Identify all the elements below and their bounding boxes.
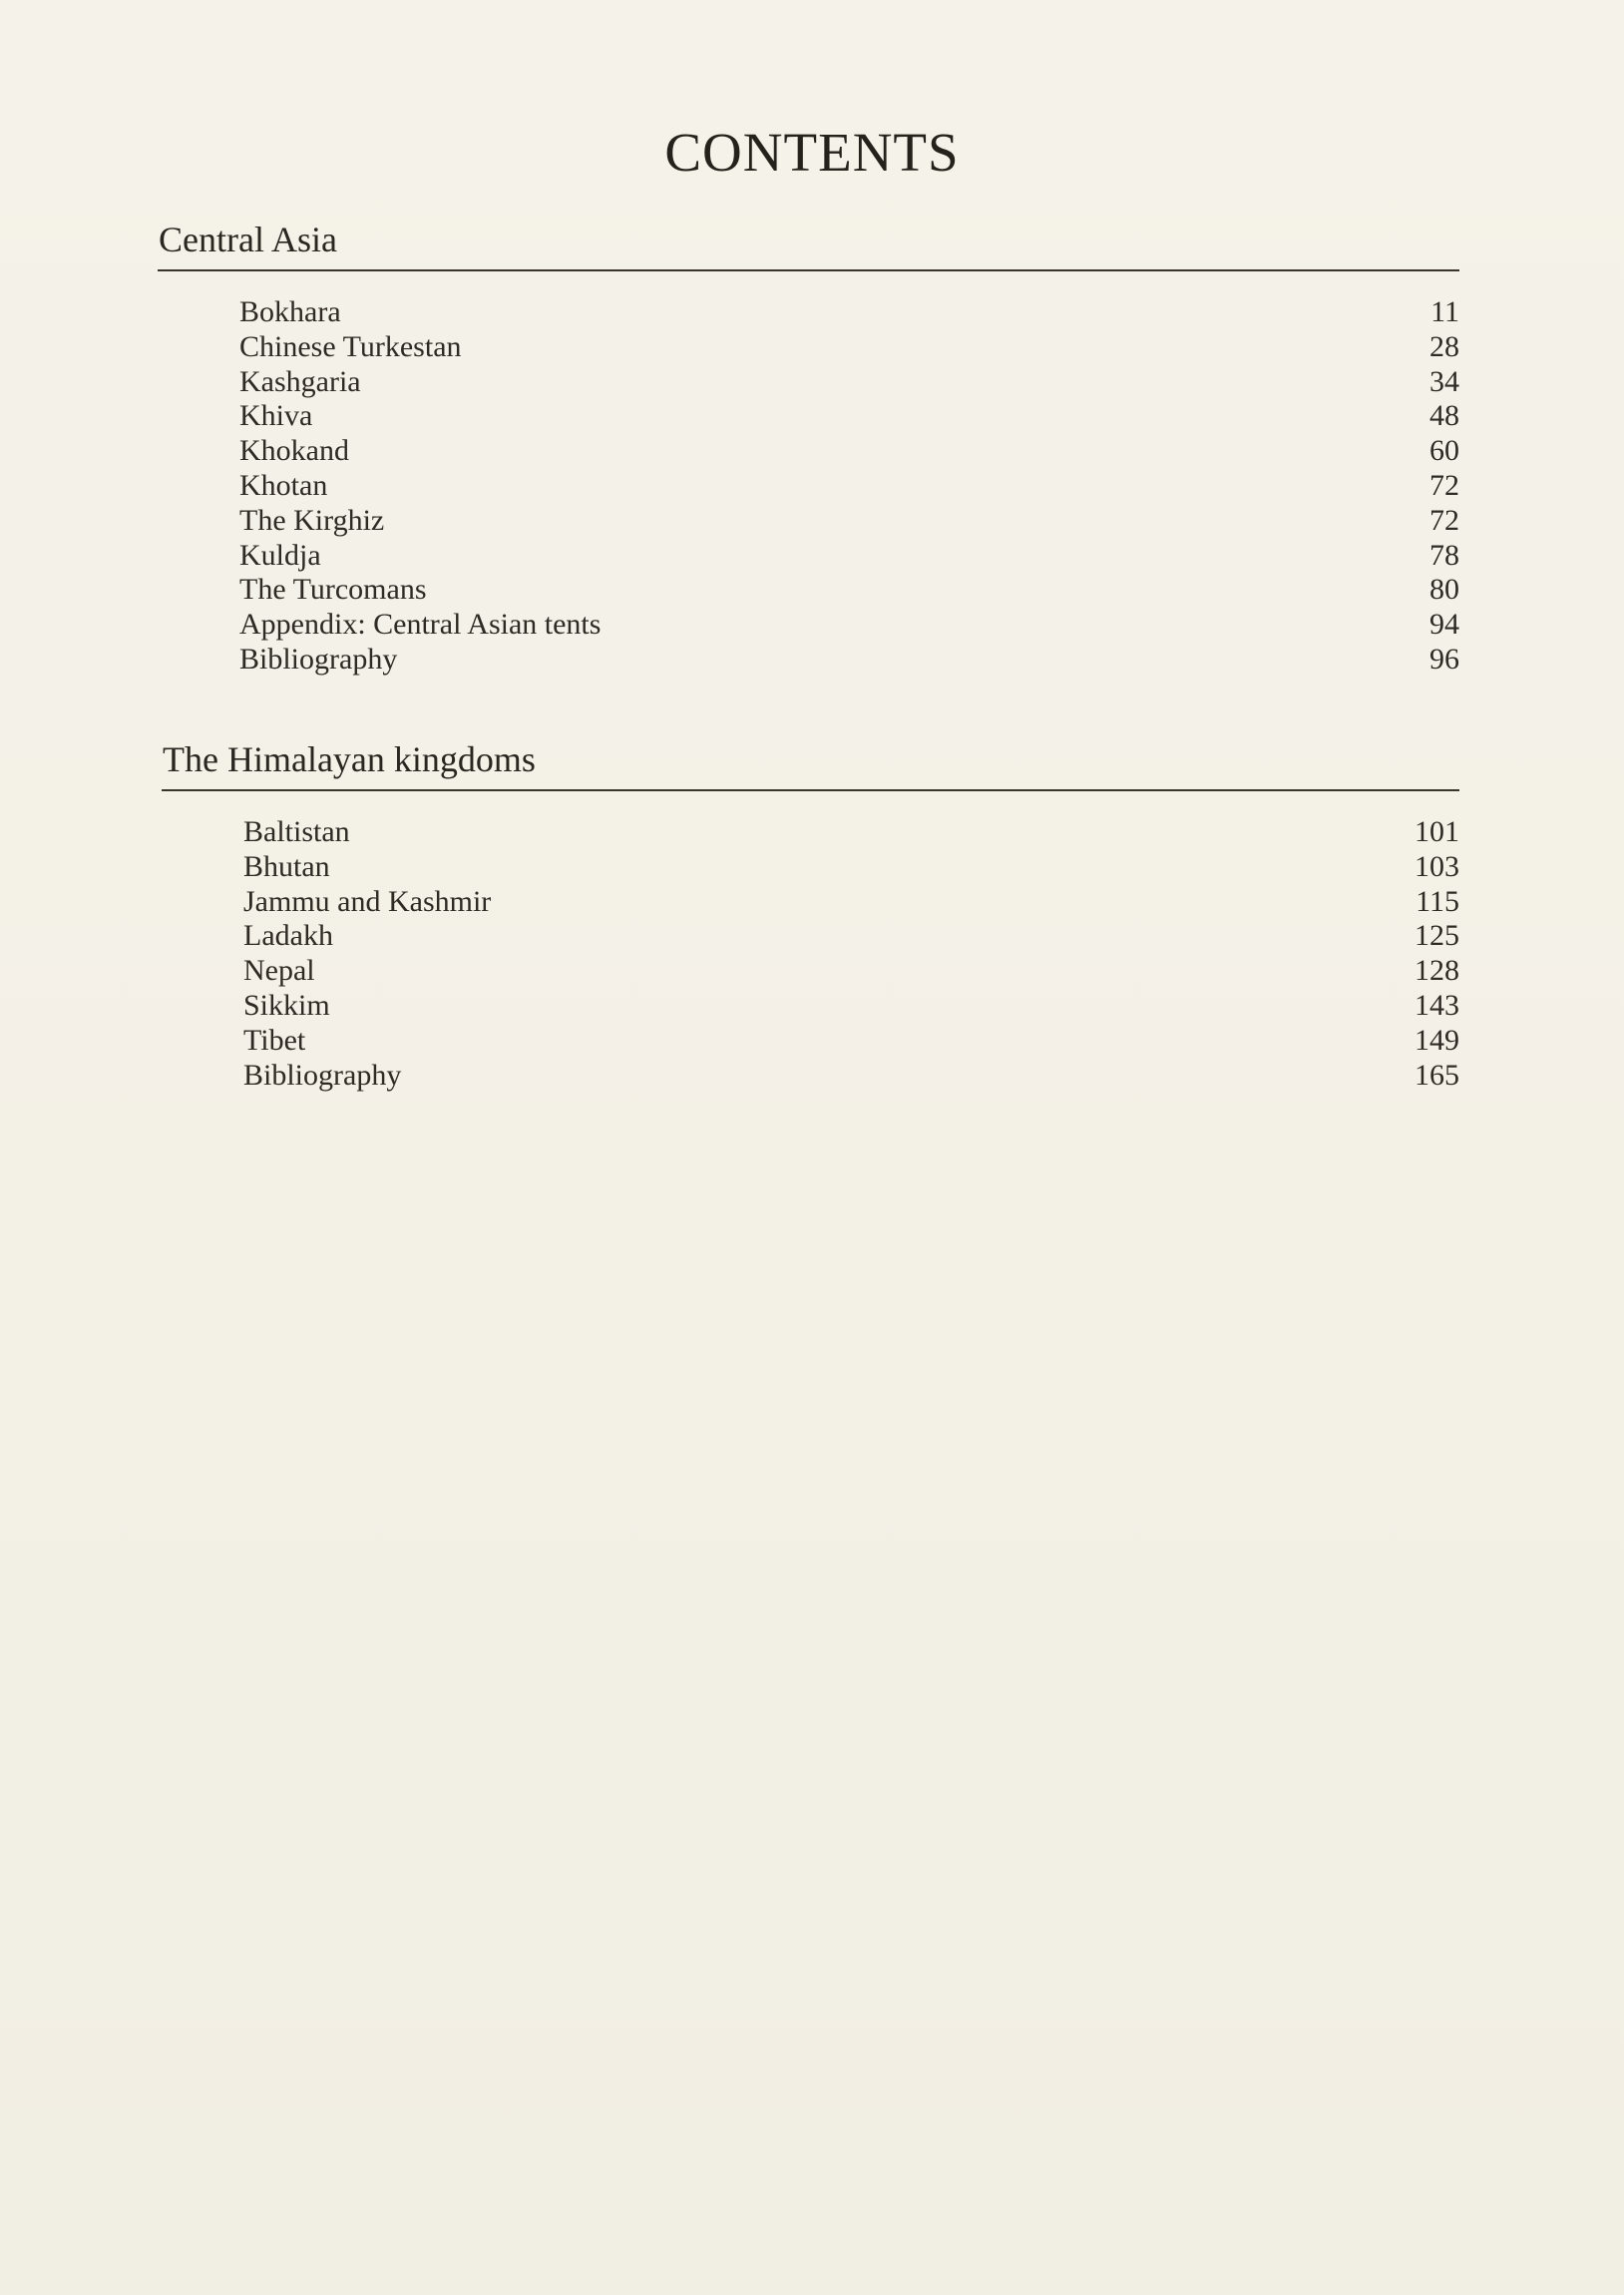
entry-label: Kashgaria: [239, 364, 361, 398]
toc-entry: [239, 469, 1459, 504]
entry-page-number: 149: [1415, 1023, 1459, 1057]
toc-entry: [243, 885, 1459, 920]
toc-entry: [243, 850, 1459, 885]
toc-entry: [243, 1059, 1459, 1094]
entry-label: Sikkim: [243, 988, 330, 1022]
entry-page-number: 101: [1415, 815, 1459, 848]
entry-page-number: 78: [1429, 538, 1459, 572]
entry-page-number: 72: [1429, 468, 1459, 502]
entry-page-number: 80: [1429, 573, 1459, 607]
toc-entry: [239, 504, 1459, 539]
entry-label: The Turcomans: [239, 573, 427, 607]
entry-label: Bokhara: [239, 295, 341, 328]
entry-page-number: 94: [1429, 608, 1459, 642]
entry-list: [158, 295, 1459, 678]
entry-page-number: 143: [1415, 988, 1459, 1022]
entry-label: Nepal: [243, 954, 315, 988]
toc-entry: [239, 399, 1459, 434]
entry-label: Jammu and Kashmir: [243, 884, 492, 918]
section-central-asia: [158, 222, 1459, 678]
toc-entry: [239, 643, 1459, 678]
entry-label: Bibliography: [239, 642, 398, 676]
entry-label: Chinese Turkestan: [239, 329, 462, 363]
entry-label: Baltistan: [243, 815, 350, 848]
entry-page-number: 165: [1415, 1058, 1459, 1092]
section-rule: [158, 269, 1459, 271]
toc-entry: [243, 919, 1459, 954]
entry-label: The Kirghiz: [239, 503, 385, 537]
entry-page-number: 34: [1429, 364, 1459, 398]
toc-entry: [243, 1024, 1459, 1059]
entry-page-number: 28: [1429, 329, 1459, 363]
page-title: CONTENTS: [664, 122, 960, 183]
toc-entry: [239, 434, 1459, 469]
toc-entry: [239, 365, 1459, 400]
entry-label: Bibliography: [243, 1058, 402, 1092]
entry-label: Tibet: [243, 1023, 306, 1057]
entry-label: Ladakh: [243, 919, 333, 953]
section-title: The Himalayan kingdoms: [163, 739, 536, 779]
entry-page-number: 48: [1429, 399, 1459, 433]
toc-entry: [239, 573, 1459, 608]
entry-page-number: 125: [1415, 919, 1459, 953]
entry-page-number: 103: [1415, 849, 1459, 883]
toc-entry: [239, 295, 1459, 330]
entry-page-number: 72: [1429, 503, 1459, 537]
section-rule: [162, 789, 1459, 791]
entry-label: Khokand: [239, 434, 349, 468]
entry-page-number: 115: [1416, 884, 1459, 918]
section-title: Central Asia: [159, 220, 337, 259]
entry-label: Appendix: Central Asian tents: [239, 608, 602, 642]
entry-label: Bhutan: [243, 849, 330, 883]
section-himalayan-kingdoms: [162, 741, 1459, 1093]
entry-label: Khiva: [239, 399, 313, 433]
toc-entry: [239, 330, 1459, 365]
entry-label: Kuldja: [239, 538, 321, 572]
entry-label: Khotan: [239, 468, 328, 502]
toc-entry: [239, 608, 1459, 643]
toc-entry: [243, 954, 1459, 989]
entry-page-number: 60: [1429, 434, 1459, 468]
entry-list: [162, 815, 1459, 1093]
entry-page-number: 11: [1430, 295, 1459, 328]
entry-page-number: 128: [1415, 954, 1459, 988]
toc-entry: [243, 989, 1459, 1024]
toc-entry: [239, 539, 1459, 574]
entry-page-number: 96: [1429, 642, 1459, 676]
toc-entry: [243, 815, 1459, 850]
